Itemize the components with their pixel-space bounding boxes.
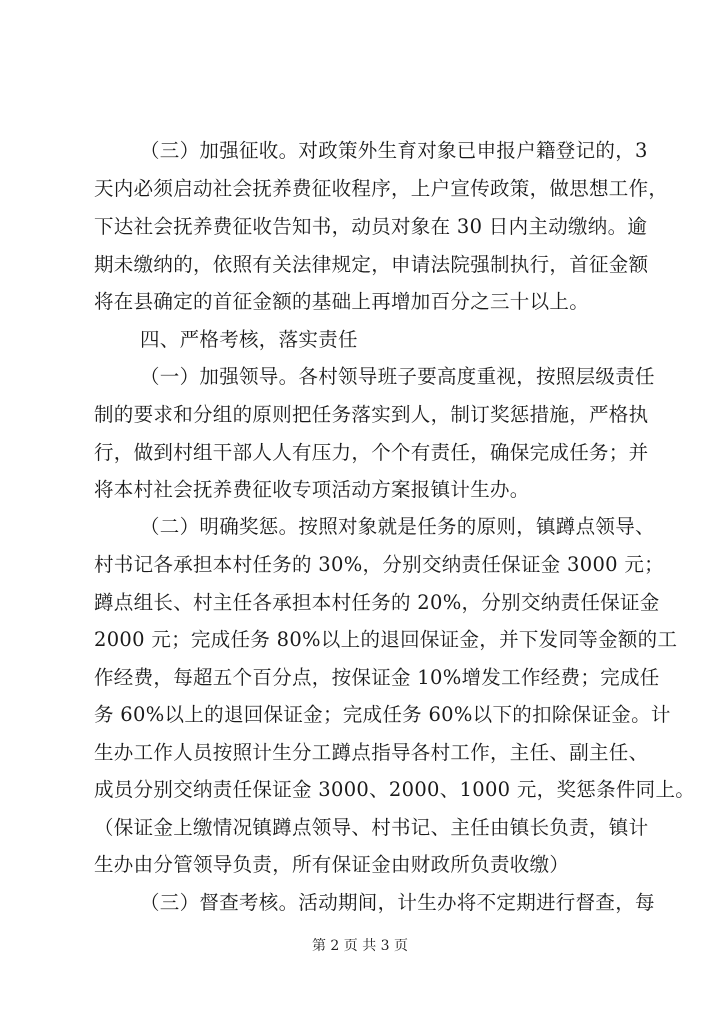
text-line-17: 生办工作人员按照计生分工蹲点指导各村工作，主任、副主任、 xyxy=(94,741,649,764)
text-line-21: （三）督查考核。活动期间，计生办将不定期进行督查，每 xyxy=(140,891,655,914)
text-line-7: （一）加强领导。各村领导班子要高度重视，按照层级责任 xyxy=(140,365,655,388)
text-line-11: （二）明确奖惩。按照对象就是任务的原则，镇蹲点领导、 xyxy=(140,515,655,538)
text-line-16: 务 60%以上的退回保证金；完成任务 60%以下的扣除保证金。计 xyxy=(94,703,671,726)
text-line-14: 2000 元；完成任务 80%以上的退回保证金，并下发同等金额的工 xyxy=(94,628,678,651)
text-line-20: 生办由分管领导负责，所有保证金由财政所负责收缴） xyxy=(94,853,570,876)
text-line-5: 将在县确定的首征金额的基础上再增加百分之三十以上。 xyxy=(94,290,590,313)
section-heading: 四、严格考核，落实责任 xyxy=(140,328,358,351)
text-line-19: （保证金上缴情况镇蹲点领导、村书记、主任由镇长负责，镇计 xyxy=(94,816,649,839)
text-line-9: 行，做到村组干部人人有压力，个个有责任，确保完成任务；并 xyxy=(94,441,649,464)
page-number-footer: 第 2 页 共 3 页 xyxy=(311,938,409,954)
text-line-1: （三）加强征收。对政策外生育对象已申报户籍登记的，3 xyxy=(140,139,648,162)
text-line-10: 将本村社会抚养费征收专项活动方案报镇计生办。 xyxy=(94,478,530,501)
text-line-4: 期未缴纳的，依照有关法律规定，申请法院强制执行，首征金额 xyxy=(94,253,649,276)
text-line-18: 成员分别交纳责任保证金 3000、2000、1000 元，奖惩条件同上。 xyxy=(94,778,696,801)
text-line-15: 作经费，每超五个百分点，按保证金 10%增发工作经费；完成任 xyxy=(94,666,660,689)
text-line-8: 制的要求和分组的原则把任务落实到人，制订奖惩措施，严格执 xyxy=(94,403,649,426)
text-line-2: 天内必须启动社会抚养费征收程序，上户宣传政策，做思想工作， xyxy=(94,177,669,200)
text-line-13: 蹲点组长、村主任各承担本村任务的 20%，分别交纳责任保证金 xyxy=(94,591,660,614)
text-line-12: 村书记各承担本村任务的 30%，分别交纳责任保证金 3000 元； xyxy=(94,553,664,576)
text-line-3: 下达社会抚养费征收告知书，动员对象在 30 日内主动缴纳。逾 xyxy=(94,215,648,238)
